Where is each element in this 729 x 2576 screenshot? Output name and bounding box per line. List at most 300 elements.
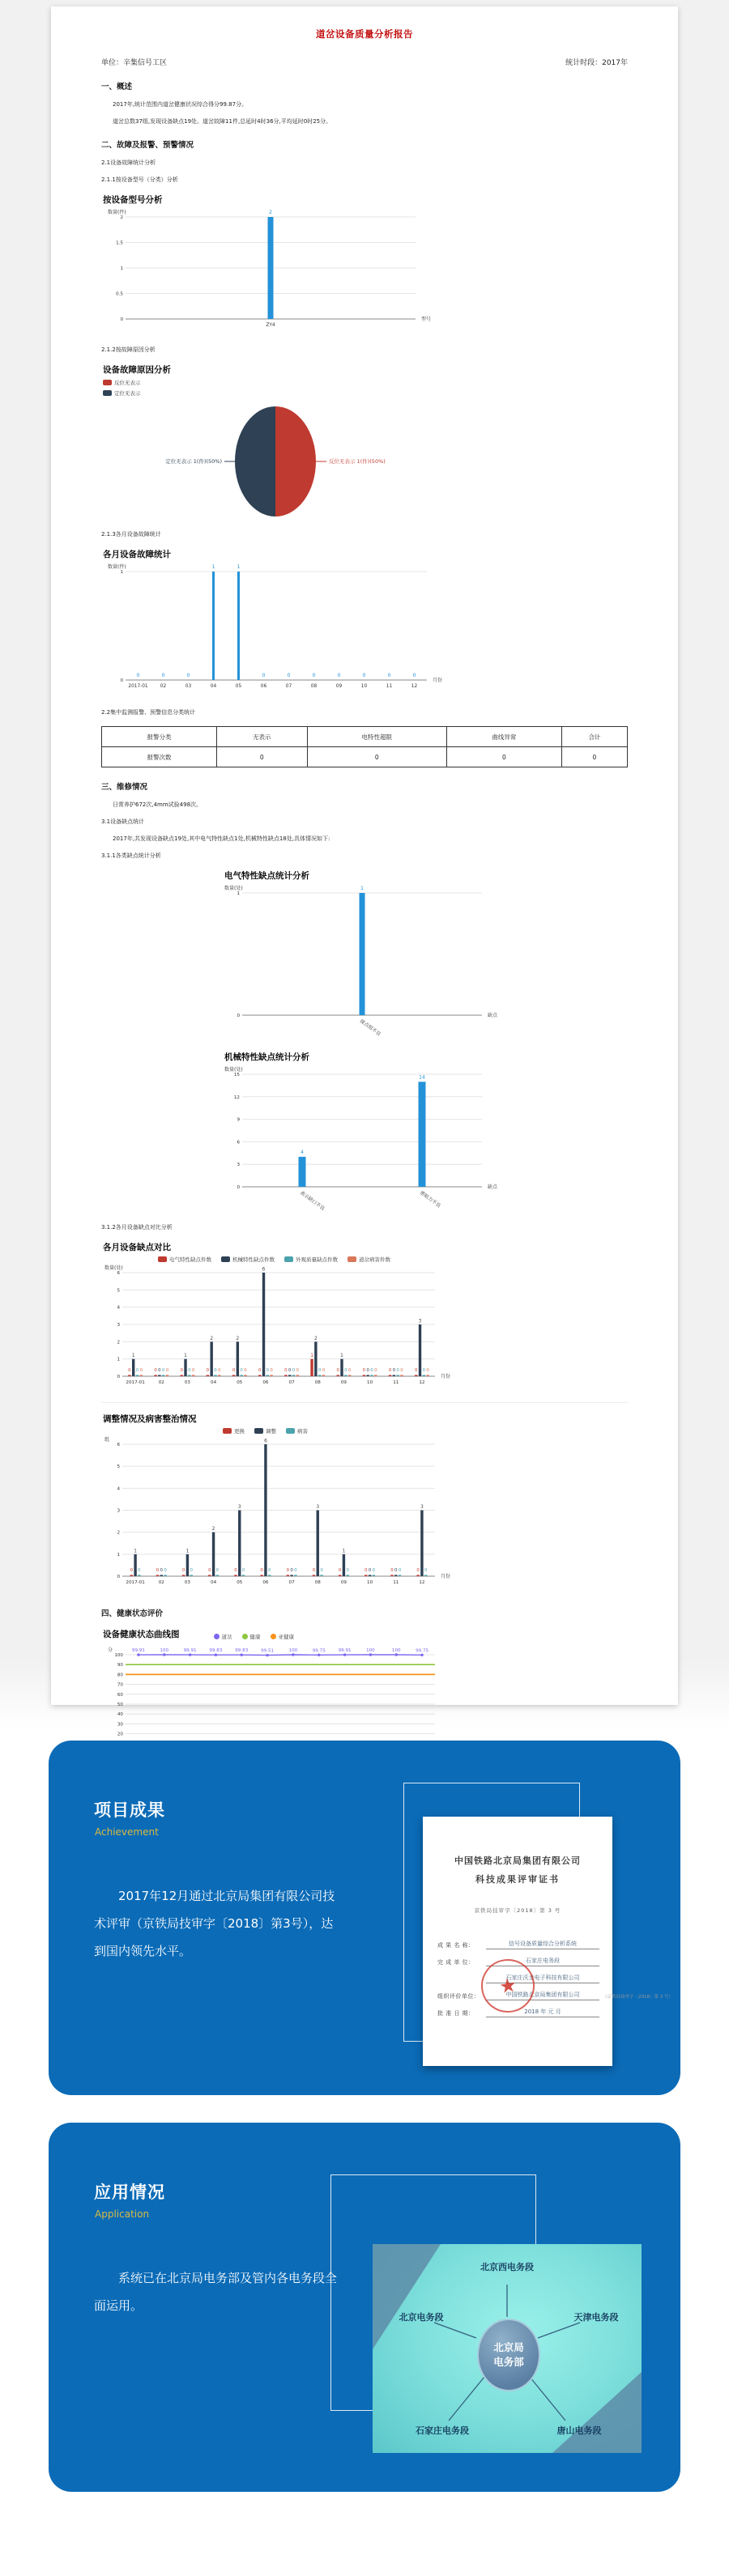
table-cell: 0 [446, 747, 561, 767]
value-label: 0 [284, 1368, 288, 1373]
chart-canvas [223, 1065, 531, 1214]
spoke-line [449, 2377, 484, 2421]
x-axis-title: 缺点 [488, 1013, 498, 1018]
x-tick-label: 08 [314, 1580, 321, 1585]
bar [212, 572, 215, 680]
bar [218, 1375, 220, 1376]
y-tick-label: 3 [117, 1323, 120, 1328]
bar [288, 1375, 291, 1376]
value-label: 99.83 [209, 1648, 223, 1654]
diagram-node-beijing: 北京电务段 [399, 2312, 444, 2323]
value-label: 0 [424, 1568, 428, 1573]
bar [190, 1575, 193, 1576]
value-label: 99.91 [338, 1648, 352, 1654]
section-divider [101, 1402, 628, 1403]
bar [208, 1575, 211, 1576]
bar [214, 1375, 216, 1376]
value-label: 100 [160, 1648, 169, 1653]
data-point [241, 1654, 243, 1656]
section-repair-heading: 三、维修情况 [101, 783, 148, 792]
y-axis-title: 数量(件) [108, 210, 126, 215]
achievement-subtitle: Achievement [95, 1826, 159, 1838]
bar [396, 1375, 399, 1376]
bar [132, 1359, 134, 1376]
value-label: 0 [370, 1368, 373, 1373]
legend-item [242, 1633, 261, 1640]
field-note: （京铁局技审字〔2018〕第 3 号） [603, 1995, 673, 2000]
bar [192, 1375, 194, 1376]
bar [284, 1375, 287, 1376]
legend-swatch-icon [242, 1634, 248, 1639]
legend-swatch-icon [347, 1256, 356, 1262]
value-label: 99.91 [183, 1648, 197, 1654]
x-tick-label: 10 [360, 684, 368, 689]
spoke-line [434, 2323, 476, 2338]
value-label: 6 [262, 1267, 266, 1273]
value-label: 0 [372, 1568, 376, 1573]
x-axis-title: 缺点 [488, 1184, 498, 1190]
chart-fault-cause-canvas [101, 400, 628, 521]
y-tick-label: 100 [114, 1653, 123, 1658]
x-tick-label: 接点组不良 [358, 1018, 382, 1038]
value-label: 2 [236, 1336, 240, 1341]
chart-monthly-fault-title: 各月设备故障统计 [103, 550, 171, 559]
y-tick-label: 80 [117, 1673, 123, 1678]
data-point [215, 1654, 217, 1656]
y-tick-label: 40 [117, 1712, 123, 1718]
value-label: 0 [156, 1568, 160, 1573]
chart-by-model [101, 193, 628, 337]
value-label: 0 [164, 1568, 167, 1573]
value-label: 100 [391, 1648, 401, 1653]
value-label: 100 [288, 1648, 298, 1653]
legend-swatch-icon [284, 1256, 293, 1262]
bar [156, 1575, 159, 1576]
y-tick-label: 0 [120, 678, 123, 683]
bar [344, 1375, 347, 1376]
bar [419, 1082, 426, 1187]
x-tick-label: 11 [393, 1380, 399, 1385]
bar [130, 1575, 133, 1576]
legend-label: 反位无表示 [114, 380, 141, 386]
data-point [137, 1653, 139, 1656]
certificate-field-row [437, 1940, 599, 1949]
diagram-node-tangshan: 唐山电务段 [556, 2425, 602, 2436]
field-value: 2018 年 元 月 [486, 2008, 599, 2017]
bar [138, 1575, 140, 1576]
subsection-2-1: 2.1设备故障统计分析 [101, 159, 156, 166]
legend-label: 机械特性缺点件数 [232, 1256, 275, 1263]
x-tick-label: 04 [211, 1580, 217, 1585]
value-label: 0 [390, 1568, 394, 1573]
bar [420, 1511, 423, 1577]
field-label: 成 果 名 称： [437, 1942, 475, 1949]
value-label: 0 [416, 1568, 420, 1573]
value-label: 0 [366, 1368, 369, 1373]
report-page [51, 6, 678, 1737]
field-label: 完 成 单 位： [437, 1959, 475, 1966]
bar [234, 1575, 237, 1576]
bar [399, 1575, 401, 1576]
health-legend [214, 1633, 295, 1640]
value-label: 0 [312, 1568, 316, 1573]
bar [166, 1375, 168, 1376]
y-tick-label: 0 [117, 1575, 120, 1579]
legend-item [223, 1427, 245, 1435]
y-tick-label: 30 [117, 1722, 123, 1728]
legend-swatch-icon [214, 1634, 220, 1639]
y-tick-label: 0 [117, 1375, 120, 1379]
table-header-cell: 电特性超限 [307, 727, 446, 747]
value-label: 1 [184, 1354, 187, 1359]
value-label: 0 [136, 673, 140, 678]
value-label: 0 [336, 1368, 339, 1373]
legend-item [158, 1256, 211, 1263]
value-label: 0 [286, 1568, 290, 1573]
value-label: 0 [181, 1568, 185, 1573]
value-label: 0 [260, 1568, 263, 1573]
bar [242, 1575, 245, 1576]
adjustment-legend [223, 1427, 628, 1435]
y-tick-label: 1 [117, 1552, 120, 1558]
x-tick-label: 12 [419, 1580, 425, 1585]
bar [320, 1575, 322, 1576]
legend-item [271, 1633, 295, 1640]
defect-summary-text: 2017年,共发现设备缺点19处,其中电气特性缺点1处,机械特性缺点18处,具体情况如下: [113, 835, 330, 842]
legend-item [347, 1256, 390, 1263]
value-label: 0 [158, 1368, 161, 1373]
legend-item [286, 1427, 308, 1435]
value-label: 1 [211, 564, 215, 570]
table-header-cell: 曲线异常 [446, 727, 561, 747]
bar [318, 1375, 321, 1376]
value-label: 1 [342, 1549, 346, 1554]
bar [128, 1375, 130, 1376]
value-label: 0 [387, 673, 391, 678]
overview-score-text: 2017年,统计范围内道岔健康状况综合得分99.87分。 [113, 101, 248, 108]
x-tick-label: 11 [386, 684, 393, 689]
y-tick-label: 3 [237, 1163, 240, 1168]
bar [389, 1375, 391, 1376]
certificate-org: 中国铁路北京局集团有限公司 [454, 1855, 581, 1866]
x-tick-label: 表示缺口不良 [298, 1189, 326, 1212]
health-title-row [101, 1618, 628, 1642]
value-label: 0 [396, 1368, 399, 1373]
bar [424, 1575, 427, 1576]
y-axis-title: 组 [104, 1437, 110, 1443]
legend-label: 定位无表示 [114, 390, 141, 397]
chart-by-model-title: 按设备型号分析 [103, 195, 163, 205]
value-label: 0 [154, 1368, 157, 1373]
data-point [395, 1653, 398, 1656]
chart-canvas [223, 883, 531, 1041]
value-label: 0 [362, 1368, 366, 1373]
value-label: 0 [337, 673, 341, 678]
legend-swatch-icon [254, 1428, 263, 1434]
x-tick-label: 05 [237, 1580, 243, 1585]
x-tick-label: 10 [367, 1580, 373, 1585]
value-label: 3 [237, 1505, 241, 1510]
center-node-line2: 电务部 [493, 2356, 524, 2368]
bar [366, 1375, 369, 1376]
y-tick-label: 1 [120, 266, 123, 271]
bar [237, 1341, 239, 1376]
bar [158, 1375, 160, 1376]
y-tick-label: 9 [237, 1117, 240, 1123]
value-label: 0 [287, 673, 291, 678]
chart-monthly-defect-compare-title: 各月设备缺点对比 [103, 1243, 171, 1252]
diagram-node-tianjin: 天津电务段 [573, 2312, 619, 2323]
bar [268, 1575, 271, 1576]
diagram-node-beijingxi: 北京西电务段 [480, 2262, 534, 2272]
x-tick-label: 03 [184, 1380, 190, 1385]
data-point [189, 1653, 191, 1656]
value-label: 0 [128, 1368, 131, 1373]
bar [184, 1359, 186, 1376]
bar [373, 1575, 375, 1576]
bar [188, 1375, 190, 1376]
x-tick-label: 12 [419, 1380, 425, 1385]
x-axis-title: 月份 [441, 1574, 451, 1579]
value-label: 0 [288, 1368, 292, 1373]
section-fault-heading: 二、故障及报警、预警情况 [101, 141, 194, 150]
y-tick-label: 5 [117, 1288, 120, 1294]
table-header-cell: 报警分类 [102, 727, 217, 747]
slice-label: 反位无表示 1(件)(50%) [329, 458, 386, 465]
value-label: 0 [214, 1368, 217, 1373]
x-tick-label: 07 [285, 684, 292, 689]
slice-label: 定位无表示 1(件)(50%) [165, 458, 222, 465]
chart-canvas [101, 207, 466, 337]
bar [369, 1575, 371, 1576]
x-axis-title: 型号 [421, 317, 432, 322]
x-tick-label: 12 [411, 684, 418, 689]
x-axis-title: 月份 [441, 1374, 451, 1379]
y-tick-label: 1.5 [116, 240, 123, 246]
bar [264, 1444, 266, 1576]
bar [390, 1575, 393, 1576]
bar [400, 1375, 403, 1376]
chart-mechanical-defect [223, 1051, 628, 1214]
bar [360, 893, 365, 1015]
x-tick-label: 09 [335, 684, 343, 689]
x-tick-label: 07 [288, 1580, 295, 1585]
x-tick-label: 08 [314, 1380, 321, 1385]
chart-fault-cause-title: 设备故障原因分析 [103, 365, 171, 375]
bar [314, 1341, 317, 1376]
y-tick-label: 1 [120, 570, 123, 575]
deployment-diagram [373, 2244, 642, 2453]
y-tick-label: 15 [233, 1073, 240, 1078]
value-label: 1 [360, 886, 364, 891]
x-tick-label: 05 [237, 1380, 243, 1385]
bar [262, 1273, 265, 1376]
value-label: 0 [347, 1368, 352, 1373]
x-tick-label: ZY4 [266, 323, 275, 328]
value-label: 0 [266, 1368, 270, 1373]
value-label: 0 [262, 673, 266, 678]
value-label: 1 [310, 1354, 313, 1359]
bar [374, 1375, 377, 1376]
bar [287, 1575, 289, 1576]
y-tick-label: 6 [117, 1271, 120, 1276]
certificate-paper [423, 1817, 673, 2066]
legend-item [221, 1256, 275, 1263]
y-tick-label: 50 [117, 1702, 123, 1707]
value-label: 0 [422, 1368, 426, 1373]
bar [423, 1375, 425, 1376]
value-label: 1 [237, 564, 241, 570]
value-label: 99.91 [131, 1648, 145, 1654]
x-tick-label: 11 [393, 1580, 399, 1585]
data-point [420, 1654, 423, 1656]
x-tick-label: 06 [262, 1580, 269, 1585]
y-tick-label: 1 [117, 1357, 120, 1362]
value-label: 0 [180, 1368, 183, 1373]
chart-canvas [101, 562, 474, 699]
bar [290, 1575, 292, 1576]
value-label: 0 [218, 1368, 221, 1373]
x-tick-label: 04 [211, 1380, 217, 1385]
value-label: 0 [346, 1568, 349, 1573]
chart-electrical-defect-title: 电气特性缺点统计分析 [224, 871, 309, 881]
bar [296, 1375, 299, 1376]
data-point [343, 1653, 346, 1656]
y-tick-label: 6 [237, 1140, 240, 1146]
y-axis-title: 分 [108, 1647, 113, 1653]
y-tick-label: 3 [117, 1508, 120, 1514]
value-label: 0 [414, 1368, 418, 1373]
value-label: 99.75 [416, 1648, 429, 1654]
y-tick-label: 12 [233, 1095, 240, 1100]
field-label: 组织评价单位： [437, 1993, 480, 2000]
value-label: 0 [267, 1568, 271, 1573]
data-point [266, 1654, 268, 1656]
legend-item [214, 1633, 232, 1640]
bar [182, 1575, 185, 1576]
value-label: 1 [340, 1354, 343, 1359]
field-value: 石家庄沃龙电子科技有限公司 [486, 1974, 599, 1983]
subsection-3-1-1: 3.1.1各类缺点统计分析 [101, 852, 161, 859]
report-meta [101, 57, 628, 67]
table-cell: 0 [307, 747, 446, 767]
x-tick-label: 2017-01 [128, 684, 148, 689]
bar [164, 1575, 166, 1576]
achievement-title: 项目成果 [94, 1800, 165, 1820]
bar [292, 1375, 295, 1376]
value-label: 0 [165, 1368, 169, 1373]
legend-label: 调整 [266, 1428, 276, 1435]
legend-item [103, 389, 628, 397]
y-tick-label: 6 [117, 1443, 120, 1447]
value-label: 0 [191, 1368, 195, 1373]
chart-canvas [101, 1265, 482, 1394]
value-label: 2 [313, 1336, 318, 1341]
chart-adjustment [101, 1413, 628, 1594]
table-cell: 0 [561, 747, 627, 767]
bar [207, 1375, 209, 1376]
y-tick-label: 4 [117, 1486, 120, 1492]
bar [240, 1375, 242, 1376]
chart-adjustment-title: 调整情况及病害整治情况 [103, 1414, 197, 1424]
star-icon: ★ [497, 1973, 518, 1999]
bar [370, 1375, 373, 1376]
x-tick-label: 03 [185, 684, 192, 689]
value-label: 1 [134, 1549, 137, 1554]
report-unit: 单位：辛集信号工区 [101, 59, 168, 67]
table-row [102, 747, 628, 767]
value-label: 0 [135, 1368, 139, 1373]
value-label: 0 [161, 1368, 165, 1373]
y-tick-label: 0.5 [116, 291, 123, 297]
bar [322, 1375, 325, 1376]
value-label: 1 [131, 1354, 135, 1359]
field-label: 批 准 日 期： [437, 2010, 475, 2017]
value-label: 0 [208, 1568, 211, 1573]
subsection-2-1-2: 2.1.2按故障原因分析 [101, 346, 156, 353]
x-tick-label: 06 [260, 684, 267, 689]
x-axis-title: 月份 [433, 678, 443, 683]
value-label: 0 [392, 1368, 396, 1373]
bar [268, 217, 274, 319]
bar [415, 1375, 417, 1376]
legend-label: 更换 [234, 1428, 245, 1435]
value-label: 0 [206, 1368, 210, 1373]
legend-item [103, 379, 628, 386]
section-overview-heading: 一、概述 [101, 83, 133, 91]
table-cell: 报警次数 [102, 747, 217, 767]
y-axis-title: 数量(处) [104, 1265, 123, 1271]
data-line [139, 1655, 422, 1656]
legend-label: 亚健康 [278, 1634, 294, 1640]
value-label: 0 [234, 1568, 237, 1573]
table-header-cell: 合计 [561, 727, 627, 747]
y-tick-label: 2 [117, 1340, 120, 1345]
legend-item [254, 1427, 276, 1435]
bar [270, 1375, 272, 1376]
bar [186, 1554, 189, 1576]
y-tick-label: 20 [117, 1732, 123, 1737]
repair-text: 日常养护672次,4mm试验498次。 [113, 801, 202, 808]
chart-monthly-fault [101, 548, 628, 699]
value-label: 0 [338, 1568, 342, 1573]
legend-label: 外观质量缺点件数 [296, 1256, 338, 1263]
certificate-number: 京铁局技审字〔2018〕第 3 号 [474, 1907, 561, 1914]
x-tick-label: 07 [288, 1380, 295, 1385]
value-label: 0 [232, 1368, 236, 1373]
bar [134, 1554, 136, 1576]
chart-health-title: 设备健康状态曲线图 [103, 1630, 180, 1639]
bar [136, 1375, 139, 1376]
bar [258, 1375, 261, 1376]
bar [260, 1575, 262, 1576]
y-tick-label: 2 [120, 215, 123, 220]
legend-label: 健康 [249, 1634, 261, 1640]
value-label: 0 [398, 1568, 402, 1573]
x-tick-label: 08 [310, 684, 318, 689]
legend-swatch-icon [103, 390, 112, 396]
bar [363, 1375, 365, 1376]
value-label: 0 [215, 1568, 220, 1573]
bar [419, 1324, 421, 1376]
y-tick-label: 0 [237, 1185, 240, 1190]
bar [160, 1575, 163, 1576]
center-node-line1: 北京局 [493, 2340, 524, 2353]
value-label: 0 [290, 1568, 293, 1573]
y-tick-label: 2 [117, 1530, 120, 1536]
value-label: 0 [161, 673, 165, 678]
bar [140, 1375, 143, 1376]
